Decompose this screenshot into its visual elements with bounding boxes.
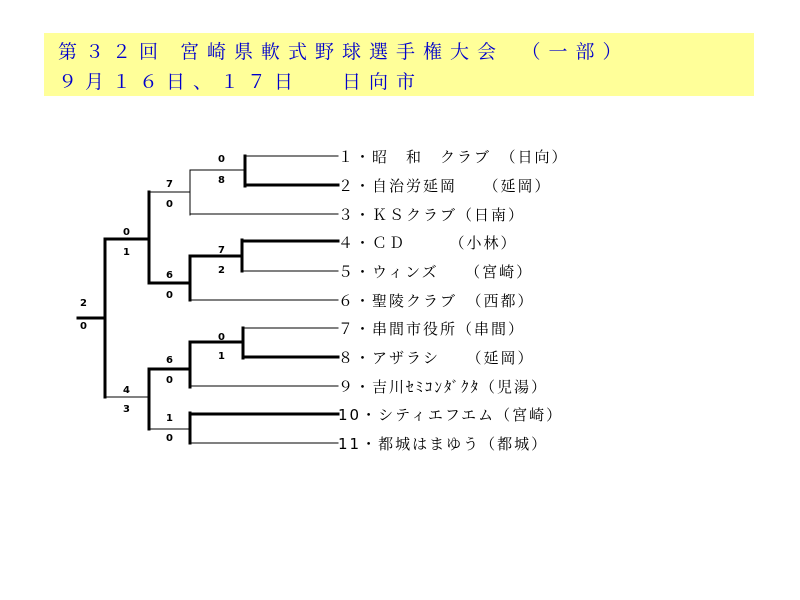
score-label: 0	[218, 154, 225, 165]
team-entry: １・昭 和 クラブ （日向）	[338, 148, 569, 166]
score-label: 0	[166, 199, 173, 210]
team-entry: ６・聖陵クラブ （西都）	[338, 292, 535, 310]
score-label: 6	[166, 355, 173, 366]
score-label: 0	[80, 321, 87, 332]
team-entry: ３・ＫＳクラブ（日南）	[338, 206, 526, 224]
score-label: 0	[123, 227, 130, 238]
score-label: 1	[166, 413, 173, 424]
score-label: 0	[166, 375, 173, 386]
score-label: 2	[80, 298, 87, 309]
score-label: 0	[166, 290, 173, 301]
team-entry: ７・串間市役所（串間）	[338, 320, 526, 338]
score-label: 4	[123, 385, 130, 396]
tournament-title: 第３２回 宮崎県軟式野球選手権大会 （一部）	[58, 41, 630, 63]
score-label: 0	[218, 332, 225, 343]
team-entry: ４・ＣＤ （小林）	[338, 234, 518, 252]
score-label: 1	[123, 247, 130, 258]
score-label: 7	[166, 179, 173, 190]
score-label: 1	[218, 351, 225, 362]
team-entry: 10・シティエフエム（宮崎）	[338, 406, 564, 424]
score-label: 3	[123, 404, 130, 415]
score-label: 6	[166, 270, 173, 281]
team-entry: ５・ウィンズ （宮崎）	[338, 263, 534, 281]
team-entry: ２・自治労延岡 （延岡）	[338, 177, 552, 195]
score-label: 7	[218, 245, 225, 256]
score-label: 8	[218, 175, 225, 186]
tournament-dates: ９月１６日、１７日 日向市	[58, 71, 424, 93]
team-entry: 11・都城はまゆう（都城）	[338, 435, 549, 453]
team-entry: ９・吉川ｾﾐｺﾝﾀﾞｸﾀ（児湯）	[338, 378, 549, 396]
team-entry: ８・アザラシ （延岡）	[338, 349, 535, 367]
score-label: 2	[218, 265, 225, 276]
score-label: 0	[166, 433, 173, 444]
